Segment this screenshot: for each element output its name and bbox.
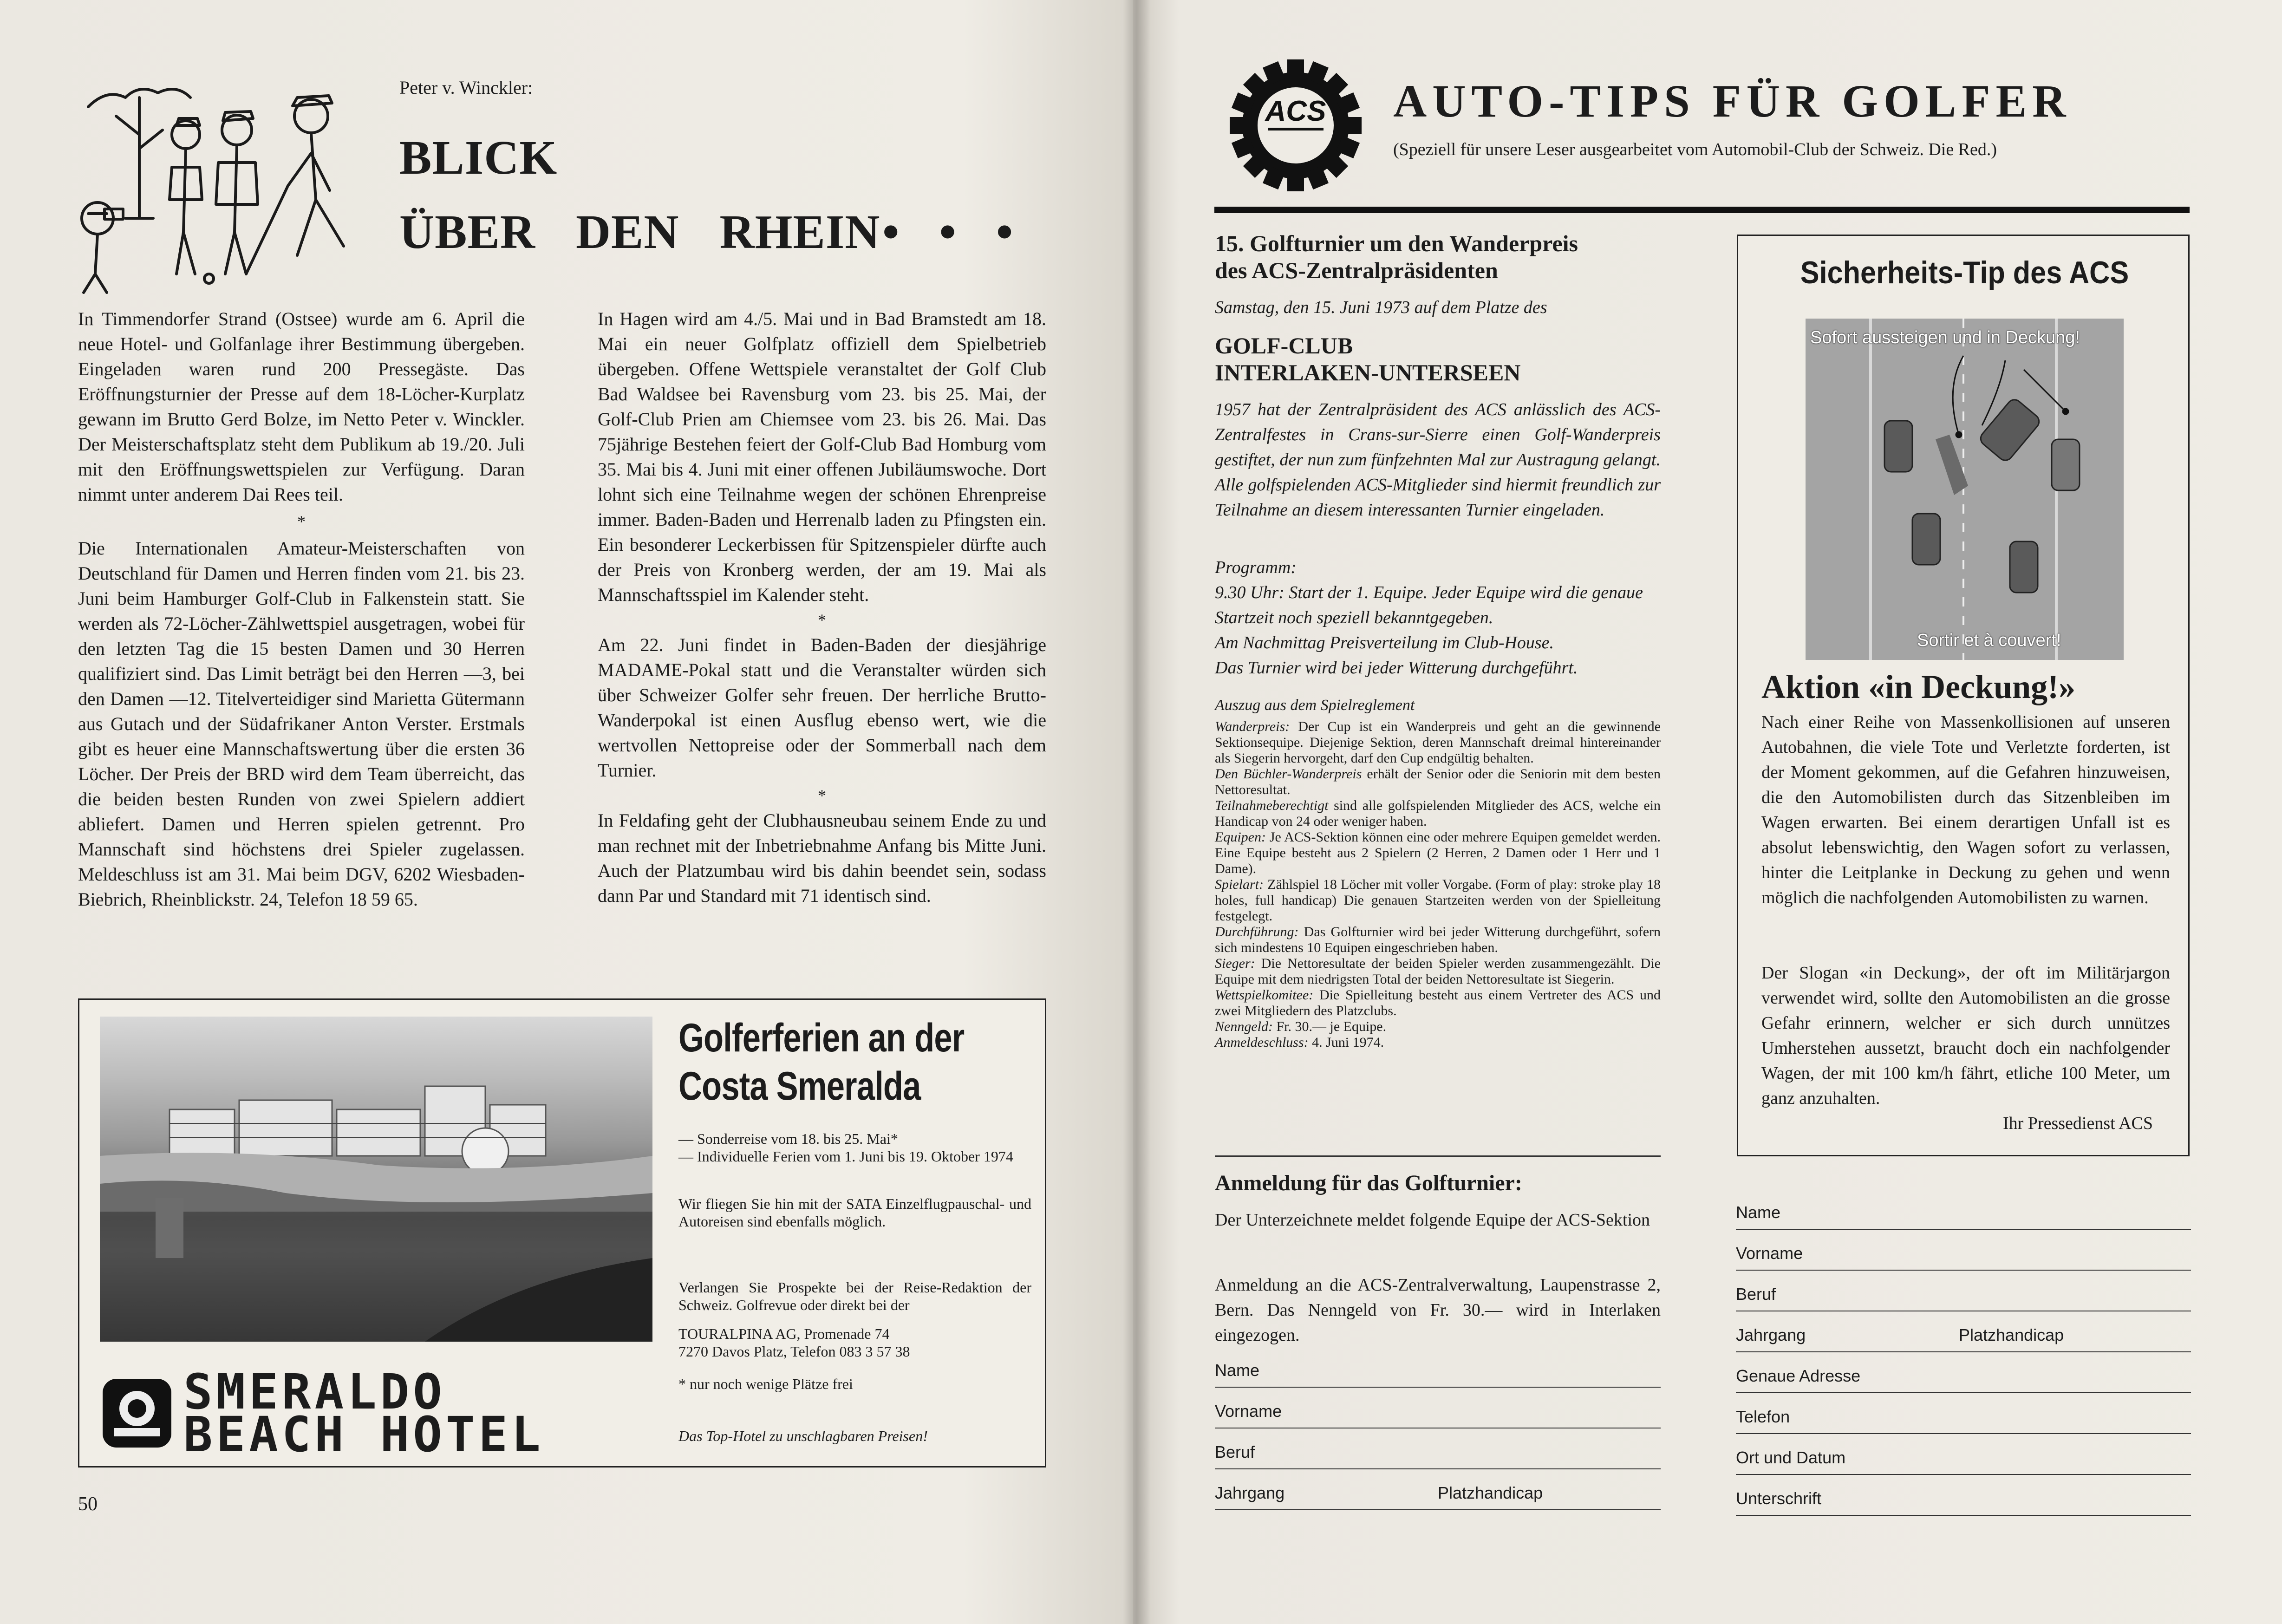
ad-slogan: Das Top-Hotel zu unschlagbaren Preisen! [678,1428,928,1444]
contact-form [1736,1189,2191,1516]
logo-line1: SMERALDO [183,1363,446,1420]
ad-company: TOURALPINA AG, Promenade 74 [678,1325,890,1342]
article-paragraph: In Feldafing geht der Clubhausneubau seinem Ende zu und man rechnet mit der Inbetriebnahme Anfang bis Mitte Juni. Auch der Platzumbau wird bis dahin beendet sein, sodass dann Par und Standard mit 71 identisch sind. [598,810,1046,906]
tournament-heading [1215,230,1679,284]
acs-gear-logo-icon [1226,56,1365,195]
form-field-telefon[interactable]: Telefon [1736,1393,2191,1434]
form-intro: Der Unterzeichnete meldet folgende Equipe der ACS-Sektion [1215,1210,1650,1230]
headline-dots: • • • [882,205,1027,259]
registration-form [1215,1347,1661,1510]
smeraldo-emblem-icon [100,1376,174,1450]
rule-item: Wettspielkomitee: Die Spielleitung besteht aus einem Vertreter des ACS und zwei Mitgliedern des Platzclubs. [1215,987,1661,1018]
ad-footnote: * nur noch wenige Plätze frei [678,1376,853,1392]
program-line: Das Turnier wird bei jeder Witterung durchgeführt. [1215,658,1578,678]
club-name-line1: GOLF-CLUB [1215,333,1353,359]
rule-item: Den Büchler-Wanderpreis erhält der Senior oder die Seniorin mit dem besten Nettoresultat. [1215,766,1661,797]
signature: Ihr Pressedienst ACS [2003,1114,2153,1133]
separator-star: * [297,512,306,531]
highway-cars-illustration [1806,319,2124,660]
safety-tip-title: Sicherheits-Tip des ACS [1800,255,2129,290]
form-field-adresse[interactable]: Genaue Adresse [1736,1352,2191,1393]
club-name-line2: INTERLAKEN-UNTERSEEN [1215,359,1521,385]
tournament-heading-line1: 15. Golfturnier um den Wanderpreis [1215,230,1578,256]
article-column-2 [598,307,1046,933]
left-page [0,0,1133,1624]
separator-star: * [818,786,826,805]
rule-item: Anmeldeschluss: 4. Juni 1974. [1215,1035,1384,1050]
ad-title-line1: Golferferien an der [678,1016,965,1060]
form-divider [1215,1155,1661,1157]
ad-contact-text: Verlangen Sie Prospekte bei der Reise-Redaktion der Schweiz. Golfrevue oder direkt bei der [678,1279,1031,1313]
form-field-name[interactable]: Name [1215,1347,1661,1388]
smeraldo-logo [100,1363,652,1463]
safety-tip-box [1737,235,2190,1156]
program-label: Programm: [1215,558,1297,577]
auto-tips-title: AUTO-TIPS FÜR GOLFER [1393,75,2072,127]
form-field-jahrgang[interactable]: Jahrgang Platzhandicap [1215,1469,1661,1510]
rules-list [1215,719,1661,1050]
right-page [1133,0,2282,1624]
page-number: 50 [78,1494,98,1515]
form-field-vorname[interactable]: Vorname [1215,1388,1661,1428]
golfer-cartoon-illustration [70,79,395,302]
tournament-heading-line2: des ACS-Zentralpräsidenten [1215,257,1498,283]
form-instructions: Anmeldung an die ACS-Zentralverwaltung, Laupenstrasse 2, Bern. Das Nenngeld von Fr. 30.— wird in Interlaken eingezogen. [1215,1275,1661,1345]
separator-star: * [818,611,826,629]
form-field-beruf[interactable]: Beruf [1215,1428,1661,1469]
action-heading: Aktion «in Deckung!» [1761,668,2076,705]
travel-advertisement [78,998,1046,1467]
tournament-intro: 1957 hat der Zentralpräsident des ACS anlässlich des ACS-Zentralfestes in Crans-sur-Sierre einen Golf-Wanderpreis gestiftet, der nun zum fünfzehnten Mal zur Austragung gelangt. Alle golfspielenden ACS-Mitglieder sind hiermit freundlich zur Teilnahme an diesem interessanten Turnier eingeladen. [1215,400,1661,520]
auto-tips-subtitle: (Speziell für unsere Leser ausgearbeitet vom Automobil-Club der Schweiz. Die Red.) [1393,140,1997,159]
ad-address: 7270 Davos Platz, Telefon 083 3 57 38 [678,1343,910,1360]
photo-caption-top: Sofort aussteigen und in Deckung! [1810,328,2080,347]
hotel-beach-photo [100,1017,652,1342]
ad-title-line2: Costa Smeralda [678,1064,921,1109]
ad-offer-list [678,1130,1022,1165]
rules-label: Auszug aus dem Spielreglement [1215,697,1415,714]
rule-item: Sieger: Die Nettoresultate der beiden Spieler werden zusammengezählt. Die Equipe mit dem niedrigsten Total der beiden Nettoresultate ist Siegerin. [1215,956,1661,987]
photo-caption-bottom: Sortir et à couvert! [1917,631,2061,650]
form-field-unterschrift[interactable]: Unterschrift [1736,1475,2191,1516]
ad-flight-text: Wir fliegen Sie hin mit der SATA Einzelflugpauschal- und Autoreisen sind ebenfalls möglich. [678,1195,1031,1230]
rule-item: Nenngeld: Fr. 30.— je Equipe. [1215,1019,1387,1034]
list-item: — Individuelle Ferien vom 1. Juni bis 19. Oktober 1974 [678,1148,1013,1165]
action-text-2: Der Slogan «in Deckung», der oft im Militärjargon verwendet wird, sollte den Automobilisten an die grosse Gefahr erinnern, welcher er sich durch unnützes Umherstehen aussetzt, braucht doch ein nachfolgender Wagen, der mit 100 km/h fährt, etliche 100 Meter, um ganz anzuhalten. [1761,963,2170,1108]
rule-item: Equipen: Je ACS-Sektion können eine oder mehrere Equipen gemeldet werden. Eine Equipe besteht aus 2 Spielern (2 Herren, 2 Damen oder 1 Herr und 1 Dame). [1215,829,1661,876]
article-paragraph: In Hagen wird am 4./5. Mai und in Bad Bramstedt am 18. Mai ein neuer Golfplatz offiziell dem Spielbetrieb übergeben. Offene Wettspiele veranstaltet der Golf Club Bad Waldsee bei Ravensburg vom 23. bis 25. Mai, der Golf-Club Prien am Chiemsee vom 23. bis 26. Mai. Das 75jährige Bestehen feiert der Golf-Club Bad Homburg vom 35. Mai bis 4. Juni mit einer offenen Jubiläumswoche. Dort lohnt sich eine Teilnahme wegen der schönen Ehrenpreise immer. Baden-Baden und Herrenalb laden zu Pfingsten ein. Ein besonderer Leckerbissen für Spitzenspieler dürfte auch der Preis von Kronberg werden, der am 19. Mai als Mannschaftsspiel im Kalender steht. [598,308,1046,605]
form-heading: Anmeldung für das Golfturnier: [1215,1171,1522,1195]
program-line: 9.30 Uhr: Start der 1. Equipe. Jeder Equipe wird die genaue Startzeit noch speziell bekanntgegeben. [1215,583,1643,627]
acs-logo-text: ACS [1265,95,1326,127]
article-paragraph: Am 22. Juni findet in Baden-Baden der diesjährige MADAME-Pokal statt und die Veranstalter würden sich über Schweizer Golfer sehr freuen. Der herrliche Brutto-Wanderpokal ist einen Ausflug ebenso wert, wie die wertvollen Nettopreise oder der Sommerball nach dem Turnier. [598,634,1046,781]
form-field-vorname[interactable]: Vorname [1736,1230,2191,1271]
title-divider [1214,207,2190,213]
rule-item: Durchführung: Das Golfturnier wird bei jeder Witterung durchgeführt, sofern sich mindestens 10 Equipen eingeschrieben haben. [1215,924,1661,955]
headline-line2: ÜBER DEN RHEIN [399,205,880,259]
form-field-platzhandicap[interactable]: Platzhandicap [1438,1483,1543,1502]
form-field-beruf[interactable]: Beruf [1736,1271,2191,1311]
club-name [1215,332,1520,386]
rule-item: Wanderpreis: Der Cup ist ein Wanderpreis und geht an die gewinnende Sektionsequipe. Diejenige Sektion, deren Mannschaft dreimal hintereinander als Siegerin hervorgeht, darf den Cup endgültig behalten. [1215,719,1661,766]
book-gutter [1123,0,1151,1624]
program-section [1215,555,1661,680]
article-paragraph: In Timmendorfer Strand (Ostsee) wurde am 6. April die neue Hotel- und Golfanlage ihrer Bestimmung übergeben. Eingeladen waren rund 200 Pressegäste. Das Eröffnungsturnier der Presse auf dem 18-Löcher-Kurplatz gewann im Brutto Gerd Bolze, im Netto Peter v. Winckler. Der Meisterschaftsplatz steht dem Publikum ab 19./20. Juli mit den Eröffnungswettspielen zur Verfügung. Daran nimmt unter anderem Dai Rees teil. [78,308,525,505]
article-column-1 [78,307,525,937]
hotel-building-silhouette [100,1017,652,1342]
form-field-ort-datum[interactable]: Ort und Datum [1736,1434,2191,1475]
headline-line1: BLICK [399,131,558,184]
form-field-name[interactable]: Name [1736,1189,2191,1230]
list-item: — Sonderreise vom 18. bis 25. Mai* [678,1130,898,1147]
rule-item: Teilnahmeberechtigt sind alle golfspielenden Mitglieder des ACS, welche ein Handicap von 24 oder weniger haben. [1215,798,1661,829]
rule-item: Spielart: Zählspiel 18 Löcher mit voller Vorgabe. (Form of play: stroke play 18 holes, full handicap) Die genauen Startzeiten werden von der Spielleitung festgelegt. [1215,877,1661,924]
form-field-platzhandicap[interactable]: Platzhandicap [1959,1325,2064,1344]
logo-line2: BEACH HOTEL [183,1406,544,1463]
action-text-1: Nach einer Reihe von Massenkollisionen auf unseren Autobahnen, die viele Tote und Verletzte forderten, ist der Moment gekommen, auf die Gefahren hinzuweisen, die den Automobilisten durch das Sitzenbleiben im Wagen erwarten. Bei einem derartigen Unfall ist es absolut lebenswichtig, den Wagen sofort zu verlassen, hinter die Leitplanke in Deckung zu gehen und wenn möglich die nachfolgenden Automobilisten zu warnen. [1761,712,2170,907]
tournament-date: Samstag, den 15. Juni 1973 auf dem Platze des [1215,298,1547,317]
article-paragraph: Die Internationalen Amateur-Meisterschaften von Deutschland für Damen und Herren finden vom 21. bis 23. Juni beim Hamburger Golf-Club in Falkenstein statt. Sie werden als 72-Löcher-Zählwettspiel ausgetragen, wobei für den letzten Tag die 15 besten Damen und 30 Herren qualifiziert sind. Das Limit beträgt bei den Herren —3, bei den Damen —12. Titelverteidiger sind Marietta Gütermann aus Gutach und der Südafrikaner Anton Verster. Erstmals gibt es heuer eine Mannschaftswertung über die ersten 36 Löcher. Der Preis der BRD wird dem Team überreicht, das die beiden besten Runden von zwei Spielern addiert abliefert. Damen und Herren spielen getrennt. Pro Mannschaft sind höchstens drei Spieler zugelassen. Meldeschluss ist am 31. Mai beim DGV, 6202 Wiesbaden-Biebrich, Rheinblickstr. 24, Telefon 18 59 65. [78,538,525,910]
program-line: Am Nachmittag Preisverteilung im Club-House. [1215,633,1554,652]
form-field-jahrgang[interactable]: Jahrgang Platzhandicap [1736,1311,2191,1352]
author-name: Peter v. Winckler: [399,77,533,98]
highway-photo [1806,319,2124,660]
